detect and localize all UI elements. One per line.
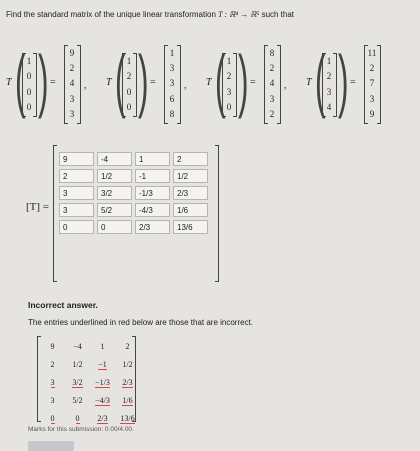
feedback-cell xyxy=(90,391,115,409)
output-entry: 8 xyxy=(169,109,175,120)
output-entry: 3 xyxy=(269,93,275,104)
output-right-bracket xyxy=(177,45,181,124)
left-paren: ( xyxy=(15,41,26,119)
input-entry: 1 xyxy=(126,55,132,66)
next-button[interactable] xyxy=(28,441,74,451)
input-entry: 1 xyxy=(226,55,232,66)
input-entry: 0 xyxy=(126,102,132,113)
left-paren: ( xyxy=(115,41,126,119)
output-entry: 1 xyxy=(169,47,175,58)
feedback-cell xyxy=(65,409,90,427)
input-entry: 3 xyxy=(326,86,332,97)
answer-right-bracket xyxy=(215,145,219,282)
feedback-cell xyxy=(40,409,65,427)
incorrect-entry: 3/2 xyxy=(72,377,83,387)
answer-cell-input[interactable]: 9 xyxy=(59,152,94,166)
incorrect-entry: 2/3 xyxy=(97,413,108,423)
input-entry: 0 xyxy=(26,102,32,113)
output-entry: 2 xyxy=(369,63,375,74)
feedback-cell xyxy=(65,337,90,355)
feedback-entry: 5/2 xyxy=(72,395,83,405)
input-right-bracket xyxy=(333,53,337,117)
prompt-formula: T : ℝ⁴ → ℝ⁵ xyxy=(218,10,260,19)
output-entry: 4 xyxy=(69,78,75,89)
feedback-entry: 1/2 xyxy=(72,359,83,369)
feedback-entry: 1/2 xyxy=(122,359,133,369)
input-entry: 0 xyxy=(126,86,132,97)
input-entry: 1 xyxy=(326,55,332,66)
right-paren: ) xyxy=(38,41,49,119)
feedback-cell xyxy=(115,355,140,373)
input-entry: 2 xyxy=(226,71,232,82)
feedback-entry: 3 xyxy=(50,395,55,405)
answer-matrix xyxy=(56,149,211,237)
equals-sign: = xyxy=(150,77,156,88)
output-entry: 6 xyxy=(169,93,175,104)
answer-cell-input[interactable]: 1 xyxy=(135,152,170,166)
input-entry: 2 xyxy=(326,71,332,82)
answer-cell-input[interactable]: 3 xyxy=(59,186,94,200)
feedback-cell xyxy=(115,409,140,427)
feedback-cell xyxy=(115,391,140,409)
feedback-cell xyxy=(40,355,65,373)
answer-cell-input[interactable]: -1/3 xyxy=(135,186,170,200)
incorrect-entry: 13/6 xyxy=(120,413,135,423)
feedback-cell xyxy=(40,373,65,391)
output-right-bracket xyxy=(377,45,381,124)
output-entry: 3 xyxy=(69,109,75,120)
feedback-row xyxy=(40,409,140,427)
answer-cell-input[interactable]: -4 xyxy=(97,152,132,166)
output-entry: 4 xyxy=(269,78,275,89)
feedback-entry: 9 xyxy=(50,341,55,351)
output-entry: 3 xyxy=(69,93,75,104)
output-entry: 7 xyxy=(369,78,375,89)
answer-row xyxy=(59,203,208,217)
feedback-explanation: The entries underlined in red below are those that are incorrect. xyxy=(28,318,254,327)
equals-sign: = xyxy=(50,77,56,88)
t-symbol: T xyxy=(306,77,312,88)
input-entry: 0 xyxy=(226,102,232,113)
left-paren: ( xyxy=(315,41,326,119)
prompt-text: Find the standard matrix of the unique linear transformation xyxy=(6,10,216,19)
output-right-bracket xyxy=(77,45,81,124)
input-entry: 0 xyxy=(26,86,32,97)
feedback-row xyxy=(40,337,140,355)
output-entry: 3 xyxy=(369,93,375,104)
feedback-cell xyxy=(65,391,90,409)
feedback-cell xyxy=(90,409,115,427)
answer-cell-input[interactable]: 0 xyxy=(97,220,132,234)
feedback-cell xyxy=(90,373,115,391)
feedback-entry: 2 xyxy=(125,341,130,351)
equals-sign: = xyxy=(350,77,356,88)
equals-sign: = xyxy=(250,77,256,88)
right-paren: ) xyxy=(238,41,249,119)
feedback-entry: 2 xyxy=(50,359,55,369)
feedback-cell xyxy=(115,373,140,391)
comma-separator: , xyxy=(284,80,287,91)
feedback-row xyxy=(40,391,140,409)
answer-cell-input[interactable]: 0 xyxy=(59,220,94,234)
right-paren: ) xyxy=(338,41,349,119)
answer-cell-input[interactable]: -4/3 xyxy=(135,203,170,217)
answer-cell-input[interactable]: 1/2 xyxy=(173,169,208,183)
input-right-bracket xyxy=(33,53,37,117)
answer-row xyxy=(59,220,208,234)
incorrect-entry: 2/3 xyxy=(122,377,133,387)
answer-cell-input[interactable]: 3 xyxy=(59,203,94,217)
feedback-cell xyxy=(40,337,65,355)
prompt-suffix: such that xyxy=(261,10,295,19)
left-paren: ( xyxy=(215,41,226,119)
comma-separator: , xyxy=(184,80,187,91)
incorrect-entry: 0 xyxy=(75,413,80,423)
input-right-bracket xyxy=(233,53,237,117)
output-entry: 3 xyxy=(169,78,175,89)
answer-cell-input[interactable]: 2/3 xyxy=(135,220,170,234)
answer-cell-input[interactable]: 2 xyxy=(173,152,208,166)
feedback-cell xyxy=(90,337,115,355)
answer-row xyxy=(59,186,208,200)
feedback-cell xyxy=(65,355,90,373)
feedback-cell xyxy=(65,373,90,391)
output-entry: 2 xyxy=(269,63,275,74)
feedback-cell xyxy=(115,337,140,355)
input-entry: 4 xyxy=(326,102,332,113)
output-entry: 11 xyxy=(367,47,377,58)
incorrect-entry: −1/3 xyxy=(95,377,110,387)
incorrect-entry: 3 xyxy=(50,377,55,387)
t-symbol: T xyxy=(106,77,112,88)
marks-text: Marks for this submission: 0.00/4.00. xyxy=(28,426,134,433)
feedback-row xyxy=(40,355,140,373)
input-entry: 2 xyxy=(126,71,132,82)
output-entry: 2 xyxy=(269,109,275,120)
feedback-entry: −4 xyxy=(73,341,82,351)
answer-row xyxy=(59,152,208,166)
output-entry: 8 xyxy=(269,47,275,58)
output-entry: 3 xyxy=(169,63,175,74)
answer-row xyxy=(59,169,208,183)
input-entry: 3 xyxy=(226,86,232,97)
answer-cell-input[interactable]: 1/2 xyxy=(97,169,132,183)
output-entry: 9 xyxy=(69,47,75,58)
question-prompt xyxy=(6,10,294,19)
answer-label: [T] = xyxy=(26,201,49,213)
output-entry: 2 xyxy=(69,63,75,74)
feedback-row xyxy=(40,373,140,391)
right-paren: ) xyxy=(138,41,149,119)
input-right-bracket xyxy=(133,53,137,117)
input-entry: 0 xyxy=(26,71,32,82)
feedback-cell xyxy=(40,391,65,409)
answer-cell-input[interactable]: -1 xyxy=(135,169,170,183)
feedback-title: Incorrect answer. xyxy=(28,300,98,310)
answer-cell-input[interactable]: 5/2 xyxy=(97,203,132,217)
answer-cell-input[interactable]: 3/2 xyxy=(97,186,132,200)
incorrect-entry: 0 xyxy=(50,413,55,423)
output-right-bracket xyxy=(277,45,281,124)
t-symbol: T xyxy=(6,77,12,88)
answer-cell-input[interactable]: 2 xyxy=(59,169,94,183)
feedback-matrix xyxy=(40,337,140,427)
comma-separator: , xyxy=(84,80,87,91)
answer-cell-input[interactable]: 1/6 xyxy=(173,203,208,217)
answer-cell-input[interactable]: 13/6 xyxy=(173,220,208,234)
feedback-cell xyxy=(90,355,115,373)
t-symbol: T xyxy=(206,77,212,88)
incorrect-entry: −4/3 xyxy=(95,395,110,405)
output-entry: 9 xyxy=(369,109,375,120)
answer-cell-input[interactable]: 2/3 xyxy=(173,186,208,200)
input-entry: 1 xyxy=(26,55,32,66)
feedback-entry: 1 xyxy=(100,341,105,351)
incorrect-entry: 1/6 xyxy=(122,395,133,405)
incorrect-entry: −1 xyxy=(98,359,107,369)
